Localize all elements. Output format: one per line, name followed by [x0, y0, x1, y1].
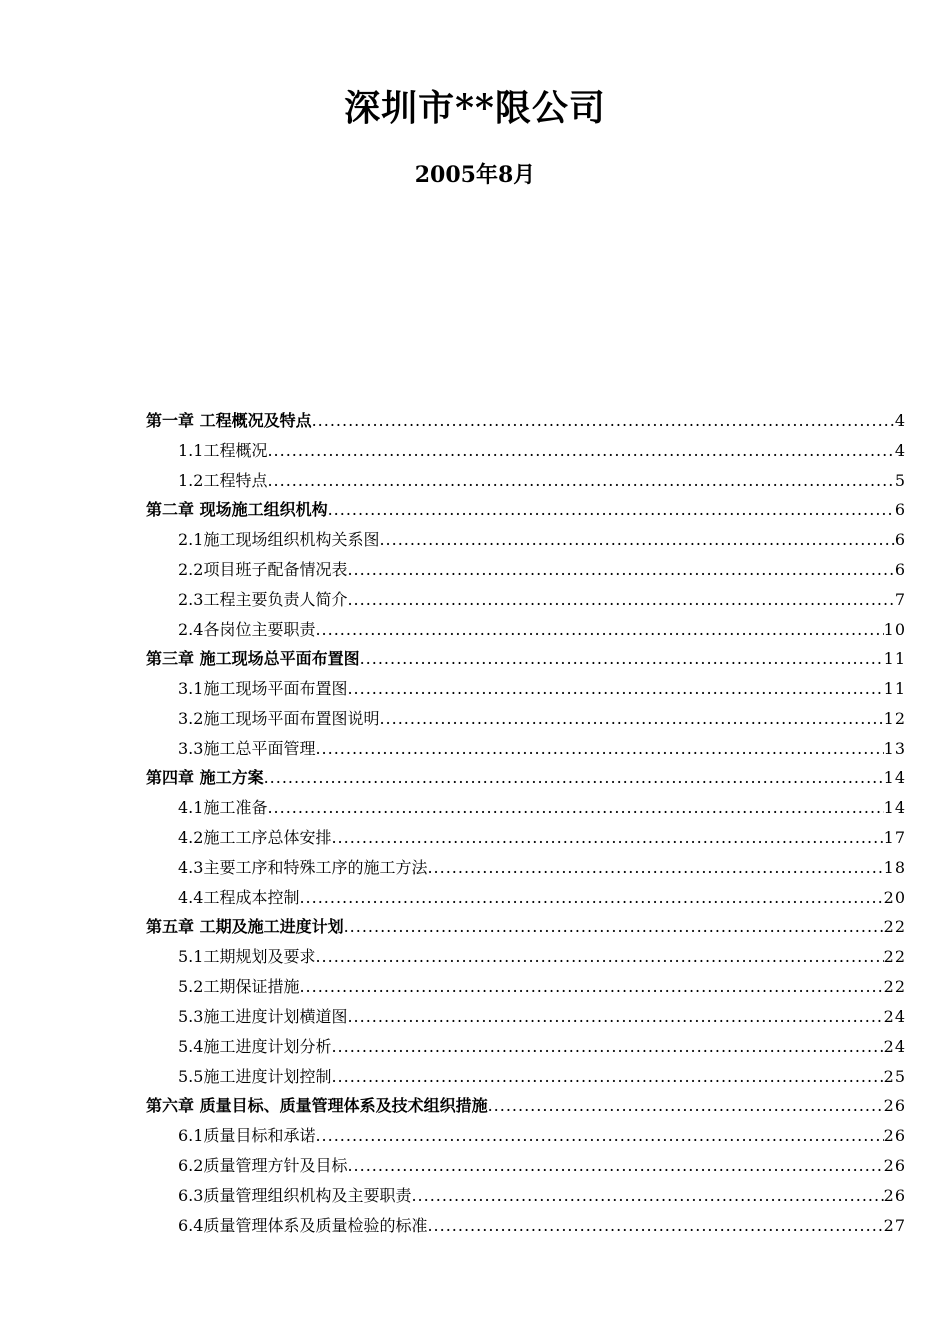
toc-dot-leader	[264, 768, 884, 788]
toc-page-number: 20	[883, 888, 906, 907]
toc-dot-leader	[312, 411, 895, 431]
toc-chapter-entry[interactable]	[146, 491, 906, 520]
toc-page-number: 4	[894, 411, 906, 430]
toc-page-number: 26	[883, 1156, 906, 1175]
toc-section-entry[interactable]	[146, 1116, 906, 1146]
toc-dot-leader	[347, 1156, 883, 1176]
toc-page-number: 24	[883, 1037, 906, 1056]
toc-page-number: 26	[883, 1096, 906, 1115]
toc-section-entry[interactable]	[146, 610, 906, 640]
toc-page-number: 24	[883, 1007, 906, 1026]
toc-dot-leader	[331, 1067, 883, 1087]
toc-entry-label: 3.1施工现场平面布置图	[178, 679, 348, 698]
toc-page-number: 22	[883, 977, 906, 996]
toc-section-entry[interactable]	[146, 1027, 906, 1057]
company-title: 深圳市**限公司	[344, 87, 606, 129]
toc-entry-label: 第五章 工期及施工进度计划	[146, 917, 344, 936]
toc-entry-label: 5.2工期保证措施	[178, 977, 300, 996]
toc-page-number: 11	[883, 649, 906, 668]
toc-entry-label: 6.1质量目标和承诺	[178, 1126, 316, 1145]
toc-dot-leader	[344, 917, 884, 937]
toc-section-entry[interactable]	[146, 1057, 906, 1087]
toc-entry-label: 3.2施工现场平面布置图说明	[178, 709, 380, 728]
toc-dot-leader	[299, 977, 883, 997]
toc-section-entry[interactable]	[146, 967, 906, 997]
toc-entry-label: 6.2质量管理方针及目标	[178, 1156, 348, 1175]
toc-entry-label: 第一章 工程概况及特点	[146, 411, 312, 430]
toc-page-number: 26	[883, 1186, 906, 1205]
toc-entry-label: 2.4各岗位主要职责	[178, 620, 316, 639]
toc-chapter-entry[interactable]	[146, 1087, 906, 1116]
toc-chapter-entry[interactable]	[146, 640, 906, 669]
toc-page-number: 18	[883, 858, 906, 877]
toc-section-entry[interactable]	[146, 818, 906, 848]
toc-chapter-entry[interactable]	[146, 759, 906, 788]
toc-chapter-entry[interactable]	[146, 908, 906, 937]
toc-dot-leader	[315, 1126, 883, 1146]
toc-entry-label: 6.4质量管理体系及质量检验的标准	[178, 1216, 428, 1235]
toc-dot-leader	[379, 530, 894, 550]
toc-entry-label: 6.3质量管理组织机构及主要职责	[178, 1186, 412, 1205]
toc-section-entry[interactable]	[146, 461, 906, 491]
toc-section-entry[interactable]	[146, 1176, 906, 1206]
toc-page-number: 22	[883, 947, 906, 966]
toc-section-entry[interactable]	[146, 1146, 906, 1176]
toc-section-entry[interactable]	[146, 580, 906, 610]
toc-entry-label: 第二章 现场施工组织机构	[146, 500, 328, 519]
toc-section-entry[interactable]	[146, 550, 906, 580]
toc-page-number: 5	[894, 471, 906, 490]
toc-dot-leader	[360, 649, 884, 669]
toc-entry-label: 4.3主要工序和特殊工序的施工方法	[178, 858, 428, 877]
toc-dot-leader	[315, 947, 883, 967]
toc-section-entry[interactable]	[146, 669, 906, 699]
toc-entry-label: 2.1施工现场组织机构关系图	[178, 530, 380, 549]
toc-dot-leader	[267, 441, 894, 461]
toc-page-number: 17	[883, 828, 906, 847]
toc-section-entry[interactable]	[146, 520, 906, 550]
toc-page-number: 6	[894, 500, 906, 519]
toc-dot-leader	[328, 500, 895, 520]
toc-entry-label: 1.2工程特点	[178, 471, 268, 490]
toc-page-number: 27	[883, 1216, 906, 1235]
toc-entry-label: 2.3工程主要负责人简介	[178, 590, 348, 609]
toc-dot-leader	[411, 1186, 883, 1206]
toc-page-number: 6	[894, 530, 906, 549]
toc-chapter-entry[interactable]	[146, 402, 906, 431]
toc-page-number: 4	[894, 441, 906, 460]
toc-section-entry[interactable]	[146, 1206, 906, 1236]
toc-entry-label: 1.1工程概况	[178, 441, 268, 460]
toc-page-number: 13	[883, 739, 906, 758]
toc-section-entry[interactable]	[146, 431, 906, 461]
toc-entry-label: 第三章 施工现场总平面布置图	[146, 649, 360, 668]
toc-page-number: 22	[883, 917, 906, 936]
toc-entry-label: 5.1工期规划及要求	[178, 947, 316, 966]
toc-entry-label: 4.1施工准备	[178, 798, 268, 817]
toc-dot-leader	[347, 560, 894, 580]
toc-entry-label: 5.4施工进度计划分析	[178, 1037, 332, 1056]
toc-section-entry[interactable]	[146, 937, 906, 967]
toc-entry-label: 4.2施工工序总体安排	[178, 828, 332, 847]
toc-page-number: 11	[883, 679, 906, 698]
toc-dot-leader	[267, 798, 883, 818]
toc-dot-leader	[427, 1216, 883, 1236]
toc-page-number: 7	[894, 590, 906, 609]
toc-entry-label: 4.4工程成本控制	[178, 888, 300, 907]
toc-dot-leader	[347, 1007, 883, 1027]
toc-dot-leader	[267, 471, 894, 491]
toc-page-number: 26	[883, 1126, 906, 1145]
toc-dot-leader	[299, 888, 883, 908]
toc-page-number: 6	[894, 560, 906, 579]
toc-entry-label: 第四章 施工方案	[146, 768, 264, 787]
toc-dot-leader	[315, 739, 883, 759]
toc-dot-leader	[347, 590, 894, 610]
toc-dot-leader	[379, 709, 883, 729]
toc-dot-leader	[315, 620, 883, 640]
document-date: 2005年8月	[414, 162, 536, 188]
table-of-contents	[146, 402, 906, 1236]
toc-dot-leader	[427, 858, 883, 878]
toc-section-entry[interactable]	[146, 997, 906, 1027]
toc-page-number: 10	[883, 620, 906, 639]
toc-section-entry[interactable]	[146, 699, 906, 729]
toc-dot-leader	[331, 828, 883, 848]
toc-entry-label: 5.5施工进度计划控制	[178, 1067, 332, 1086]
toc-page-number: 12	[883, 709, 906, 728]
toc-entry-label: 2.2项目班子配备情况表	[178, 560, 348, 579]
toc-section-entry[interactable]	[146, 878, 906, 908]
toc-page-number: 14	[883, 798, 906, 817]
toc-entry-label: 第六章 质量目标、质量管理体系及技术组织措施	[146, 1096, 488, 1115]
toc-dot-leader	[331, 1037, 883, 1057]
toc-page-number: 14	[883, 768, 906, 787]
toc-entry-label: 3.3施工总平面管理	[178, 739, 316, 758]
toc-entry-label: 5.3施工进度计划横道图	[178, 1007, 348, 1026]
toc-dot-leader	[488, 1096, 884, 1116]
toc-section-entry[interactable]	[146, 848, 906, 878]
toc-section-entry[interactable]	[146, 788, 906, 818]
toc-section-entry[interactable]	[146, 729, 906, 759]
toc-page-number: 25	[883, 1067, 906, 1086]
toc-dot-leader	[347, 679, 883, 699]
